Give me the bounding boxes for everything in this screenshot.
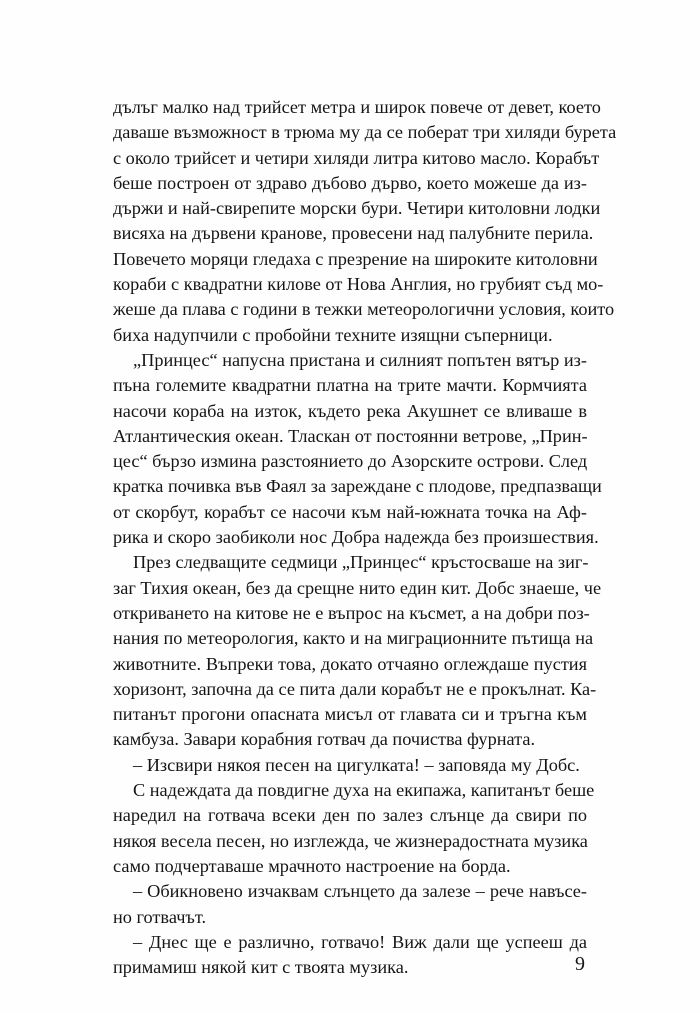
- text-line: с около трийсет и четири хиляди литра китово масло. Корабът: [113, 147, 600, 168]
- text-line: „Принцес“ напусна пристана и силният попътен вятър из-: [133, 349, 587, 370]
- page-body-text: [113, 95, 617, 980]
- text-line: жеше да плава с години в тежки метеорологични условия, които: [113, 299, 615, 320]
- text-line: само подчертаваше мрачното настроение на борда.: [113, 855, 511, 876]
- text-line: хоризонт, започна да се пита дали корабът не е прокълнат. Ка-: [113, 678, 597, 699]
- text-line: примамиш някой кит с твоята музика.: [113, 957, 409, 978]
- text-line: С надеждата да повдигне духа на екипажа, капитанът беше: [133, 780, 595, 801]
- text-line: – Днес ще е различно, готвачо! Виж дали ще успееш да: [133, 931, 587, 952]
- text-line: нания по метеорология, както и на миграционните пътища на: [113, 628, 594, 649]
- text-line: кратка почивка във Фаял за зареждане с плодове, предпазващи: [113, 476, 602, 497]
- page-number: 9: [575, 953, 585, 975]
- text-line: биха надупчили с пробойни техните изящни съперници.: [113, 324, 553, 345]
- text-line: – Обикновено изчаквам слънцето да залезе – рече навъсе-: [133, 881, 587, 902]
- text-line: заг Тихия океан, без да срещне нито един кит. Добс знаеше, че: [113, 577, 602, 598]
- text-line: дълъг малко над трийсет метра и широк повече от девет, което: [113, 97, 601, 117]
- text-line: даваше възможност в трюма му да се поберат три хиляди бурета: [113, 122, 617, 143]
- text-line: от скорбут, корабът се насочи към най-южната точка на Аф-: [113, 501, 587, 522]
- text-line: държи и най-свирепите морски бури. Четири китоловни лодки: [113, 198, 601, 219]
- text-line: насочи кораба на изток, където река Акушнет се вливаше в: [113, 400, 587, 421]
- text-line: цес“ бързо измина разстоянието до Азорските острови. След: [113, 451, 588, 472]
- text-line: камбуза. Завари корабния готвач да почиства фурната.: [113, 729, 536, 750]
- text-line: пъна големите квадратни платна на трите мачти. Кормчията: [113, 375, 587, 396]
- text-line: някоя весела песен, но изглежда, че жизнерадостната музика: [113, 830, 588, 851]
- text-line: кораби с квадратни килове от Нова Англия, но грубият съд мо-: [113, 274, 604, 295]
- text-line: беше построен от здраво дъбово дърво, което можеше да из-: [113, 172, 587, 193]
- text-line: животните. Въпреки това, докато отчаяно оглеждаше пустия: [113, 653, 587, 674]
- text-line: питанът прогони опасната мисъл от главата си и тръгна към: [113, 704, 587, 725]
- text-line: откриването на китове не е въпрос на късмет, а на добри поз-: [113, 602, 590, 623]
- text-line: наредил на готвача всеки ден по залез слънце да свири по: [113, 805, 587, 826]
- text-line: Повечето моряци гледаха с презрение на широките китоловни: [113, 248, 598, 269]
- text-line: но готвачът.: [113, 906, 207, 927]
- text-line: През следващите седмици „Принцес“ кръстосваше на зиг-: [133, 552, 589, 573]
- text-line: Атлантическия океан. Тласкан от постоянни ветрове, „Прин-: [113, 425, 588, 446]
- text-line: рика и скоро заобиколи нос Добра надежда без произшествия.: [113, 527, 599, 548]
- text-line: – Изсвири някоя песен на цигулката! – заповяда му Добс.: [133, 754, 580, 775]
- text-line: висяха на дървени кранове, провесени над палубните перила.: [113, 223, 594, 244]
